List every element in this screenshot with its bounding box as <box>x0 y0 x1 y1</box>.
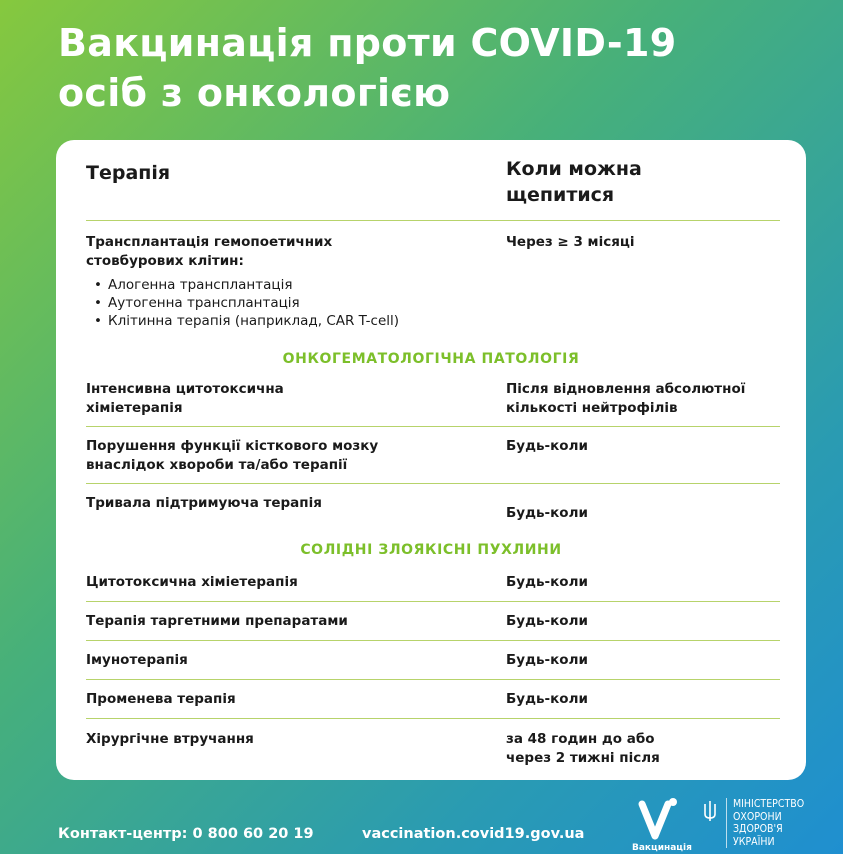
header-when <box>506 156 642 208</box>
title-line-2: осіб з онкологією <box>58 71 451 115</box>
row-chemo-when-2: кількості нейтрофілів <box>506 400 678 416</box>
row-chemo-label-1: Інтенсивна цитотоксична <box>86 381 284 397</box>
therapy-table-card <box>56 140 806 780</box>
table-row-bone-marrow <box>86 437 378 475</box>
table-row-hsct <box>86 233 399 330</box>
row-hsct-label-1: Трансплантація гемопоетичних <box>86 234 333 250</box>
row-hsct-label-2: стовбурових клітин: <box>86 253 244 269</box>
row-divider <box>86 718 780 719</box>
row-targeted-label: Терапія таргетними препаратами <box>86 613 348 629</box>
header-when-line-1: Коли можна <box>506 158 642 180</box>
section-oncohematology: ОНКОГЕМАТОЛОГІЧНА ПАТОЛОГІЯ <box>282 351 580 367</box>
row-marrow-when: Будь-коли <box>506 438 588 454</box>
row-immuno-label: Імунотерапія <box>86 652 188 668</box>
row-chemo-label-2: хіміетерапія <box>86 400 183 416</box>
row-cytotoxic-label: Цитотоксична хіміетерапія <box>86 574 298 590</box>
row-surgery-when <box>506 730 660 768</box>
row-divider <box>86 483 780 484</box>
list-item: • Аутогенна трансплантація <box>86 294 399 312</box>
website-link[interactable]: vaccination.covid19.gov.ua <box>362 826 585 842</box>
header-therapy: Терапія <box>86 162 171 184</box>
row-surgery-when-2: через 2 тижні після <box>506 750 660 766</box>
row-surgery-label: Хірургічне втручання <box>86 731 254 747</box>
list-item: • Алогенна трансплантація <box>86 276 399 294</box>
ministry-line-1: МІНІСТЕРСТВО <box>733 798 805 810</box>
row-divider <box>86 640 780 641</box>
row-divider <box>86 601 780 602</box>
trident-icon <box>702 800 718 822</box>
row-chemo-when <box>506 380 745 418</box>
row-cytotoxic-when: Будь-коли <box>506 574 588 590</box>
row-maintenance-when: Будь-коли <box>506 505 588 521</box>
hsct-bullet-list <box>86 276 399 330</box>
row-maintenance-label: Тривала підтримуюча терапія <box>86 495 322 511</box>
ministry-line-3: ЗДОРОВ'Я <box>733 823 783 835</box>
row-hsct-when: Через ≥ 3 місяці <box>506 234 635 250</box>
header-divider <box>86 220 780 221</box>
ministry-of-health <box>726 798 836 848</box>
row-immuno-when: Будь-коли <box>506 652 588 668</box>
title-line-1: Вакцинація проти COVID-19 <box>58 21 677 65</box>
ministry-line-2: ОХОРОНИ <box>733 810 782 823</box>
row-marrow-label-1: Порушення функції кісткового мозку <box>86 438 379 454</box>
ministry-line-4: УКРАЇНИ <box>733 835 775 848</box>
row-marrow-label-2: внаслідок хвороби та/або терапії <box>86 457 348 473</box>
row-chemo-when-1: Після відновлення абсолютної <box>506 381 746 397</box>
page-title <box>58 18 818 118</box>
row-surgery-when-1: за 48 годин до або <box>506 731 655 747</box>
header-when-line-2: щепитися <box>506 184 615 206</box>
row-radiation-when: Будь-коли <box>506 691 588 707</box>
section-solid-tumors: СОЛІДНІ ЗЛОЯКІСНІ ПУХЛИНИ <box>300 542 562 558</box>
vaccination-logo-label: Вакцинація <box>632 843 692 853</box>
row-radiation-label: Променева терапія <box>86 691 236 707</box>
row-divider <box>86 679 780 680</box>
contact-center: Контакт-центр: 0 800 60 20 19 <box>58 826 314 842</box>
list-item: • Клітинна терапія (наприклад, CAR T-cell) <box>86 312 399 330</box>
row-targeted-when: Будь-коли <box>506 613 588 629</box>
table-row-chemo-intensive <box>86 380 284 418</box>
row-divider <box>86 426 780 427</box>
